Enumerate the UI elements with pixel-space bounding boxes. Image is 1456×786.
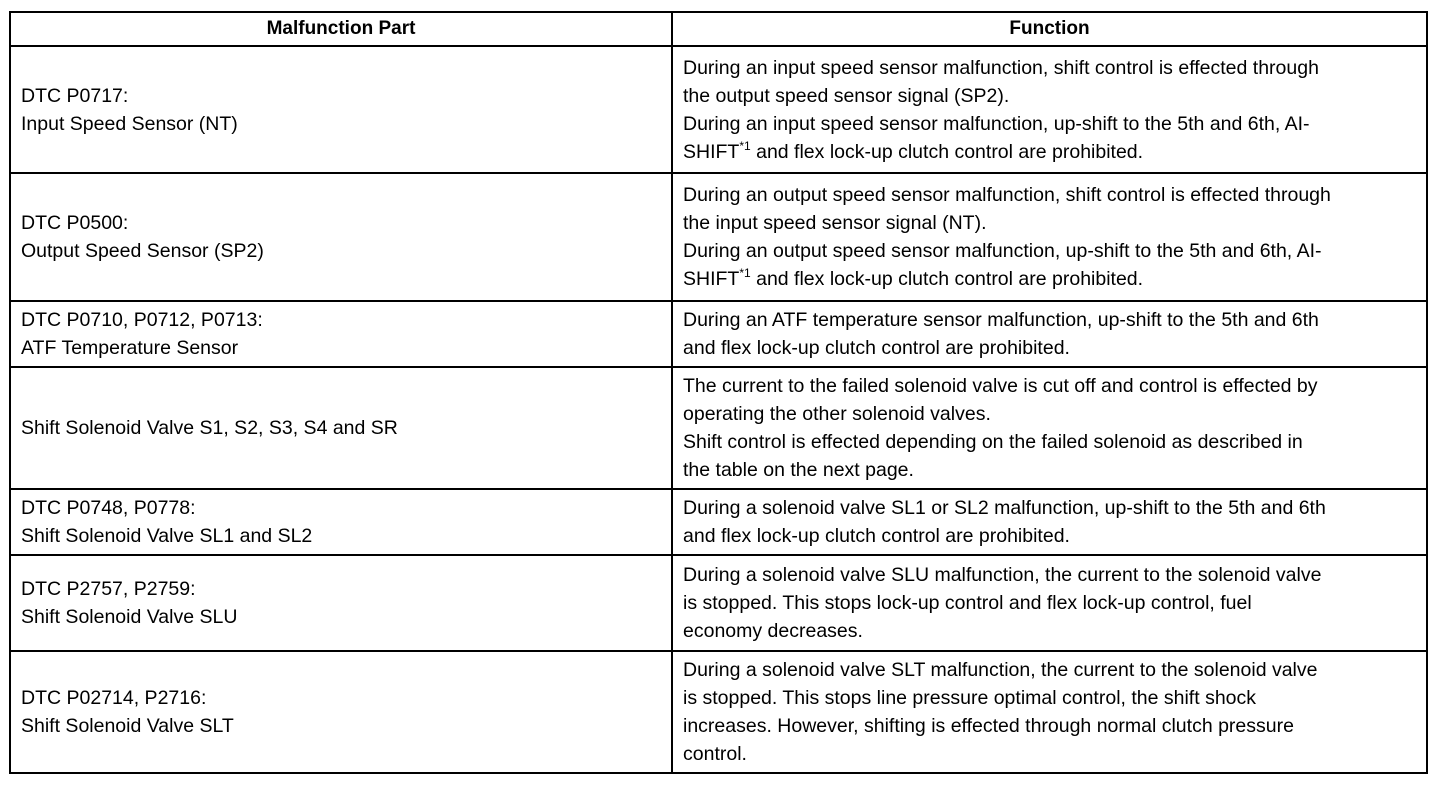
part-line: Shift Solenoid Valve SLU [21, 606, 238, 628]
function-cell [672, 173, 1427, 301]
part-line: DTC P0717: [21, 84, 129, 107]
function-line: During an input speed sensor malfunction, shift control is effected through [683, 56, 1319, 79]
table-row [10, 46, 1427, 173]
header-malfunction-part: Malfunction Part [10, 12, 672, 46]
function-line: control. [683, 743, 747, 765]
malfunction-part-cell [10, 651, 672, 773]
function-line: and flex lock-up clutch control are prohibited. [683, 337, 1070, 359]
shift-term: SHIFT [683, 140, 740, 163]
function-line-tail: and flex lock-up clutch control are prohibited. [750, 268, 1144, 290]
function-line: During a solenoid valve SLU malfunction, the current to the solenoid valve [683, 564, 1322, 586]
function-cell [672, 489, 1427, 555]
function-line: economy decreases. [683, 620, 863, 642]
part-line: ATF Temperature Sensor [21, 337, 239, 359]
malfunction-part-cell [10, 301, 672, 367]
part-line: DTC P02714, P2716: [21, 687, 207, 709]
function-cell [672, 555, 1427, 651]
malfunction-part-cell [10, 367, 672, 489]
function-line: Shift control is effected depending on the failed solenoid as described in [683, 431, 1303, 453]
function-line: During an input speed sensor malfunction, up-shift to the 5th and 6th, AI- [683, 112, 1310, 135]
malfunction-part-cell [10, 173, 672, 301]
malfunction-function-table [9, 11, 1428, 774]
part-line: DTC P0500: [21, 212, 129, 234]
function-line: is stopped. This stops line pressure optimal control, the shift shock [683, 687, 1257, 709]
function-line: During an output speed sensor malfunction, shift control is effected through [683, 184, 1331, 206]
malfunction-part-cell [10, 46, 672, 173]
footnote-marker: *1 [739, 266, 751, 280]
function-cell [672, 301, 1427, 367]
function-line: the input speed sensor signal (NT). [683, 212, 987, 234]
table-row [10, 173, 1427, 301]
function-line: During a solenoid valve SLT malfunction, the current to the solenoid valve [683, 659, 1318, 681]
function-line: increases. However, shifting is effected through normal clutch pressure [683, 715, 1294, 737]
function-line: the output speed sensor signal (SP2). [683, 84, 1010, 107]
table-row [10, 367, 1427, 489]
footnote-marker: *1 [739, 138, 751, 153]
function-line: the table on the next page. [683, 459, 914, 481]
function-line: The current to the failed solenoid valve is cut off and control is effected by [683, 375, 1318, 397]
function-line: During a solenoid valve SL1 or SL2 malfunction, up-shift to the 5th and 6th [683, 497, 1326, 519]
function-line-with-footnote [683, 138, 1416, 166]
function-line: operating the other solenoid valves. [683, 403, 991, 425]
function-line-with-footnote [683, 265, 1416, 293]
table-row [10, 651, 1427, 773]
header-function: Function [672, 12, 1427, 46]
part-line: Input Speed Sensor (NT) [21, 112, 238, 135]
part-line: Shift Solenoid Valve SLT [21, 715, 234, 737]
part-line: DTC P0710, P0712, P0713: [21, 309, 263, 331]
function-line: is stopped. This stops lock-up control and flex lock-up control, fuel [683, 592, 1252, 614]
function-cell [672, 367, 1427, 489]
table-row [10, 489, 1427, 555]
table-row [10, 555, 1427, 651]
part-line: Output Speed Sensor (SP2) [21, 240, 264, 262]
part-line: DTC P0748, P0778: [21, 497, 196, 519]
function-line-tail: and flex lock-up clutch control are prohibited. [750, 140, 1144, 163]
part-line: Shift Solenoid Valve SL1 and SL2 [21, 525, 313, 547]
function-cell [672, 651, 1427, 773]
part-line: DTC P2757, P2759: [21, 578, 196, 600]
function-line: During an ATF temperature sensor malfunction, up-shift to the 5th and 6th [683, 309, 1319, 331]
malfunction-part-cell [10, 489, 672, 555]
function-line: and flex lock-up clutch control are prohibited. [683, 525, 1070, 547]
table-row [10, 301, 1427, 367]
malfunction-part-cell [10, 555, 672, 651]
function-cell [672, 46, 1427, 173]
part-line: Shift Solenoid Valve S1, S2, S3, S4 and SR [21, 417, 398, 439]
header-row [10, 12, 1427, 46]
shift-term: SHIFT [683, 268, 740, 290]
function-line: During an output speed sensor malfunction, up-shift to the 5th and 6th, AI- [683, 240, 1322, 262]
